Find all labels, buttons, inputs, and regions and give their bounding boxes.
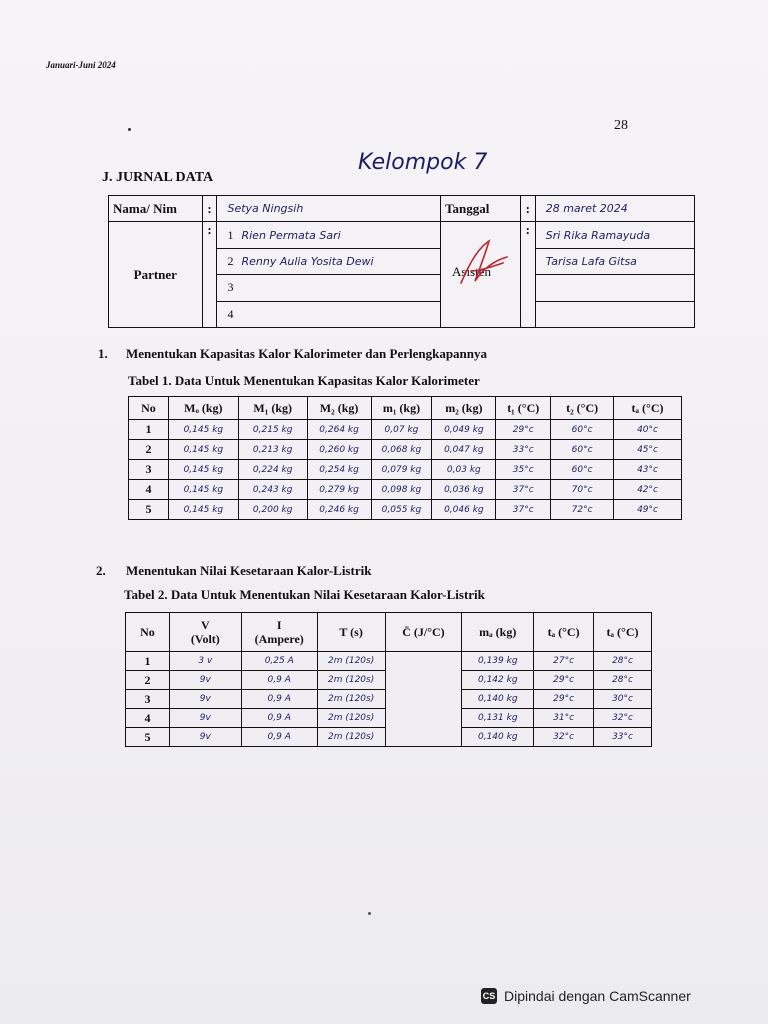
- t2-cell: 3: [126, 690, 170, 709]
- t2-cell: 2m (120s): [317, 671, 385, 690]
- table-row: [129, 420, 682, 440]
- partner-row: 3: [217, 275, 441, 301]
- t1-cell: 0,068 kg: [371, 440, 432, 460]
- t1-cell: 0,046 kg: [432, 500, 496, 520]
- t2-header-heat-capacity: C̄ (J/°C): [385, 613, 462, 652]
- colon: :: [520, 196, 535, 222]
- t1-cell: 0,049 kg: [432, 420, 496, 440]
- t1-cell: 0,07 kg: [371, 420, 432, 440]
- t1-cell: 0,047 kg: [432, 440, 496, 460]
- t2-cell: 32°c: [534, 728, 594, 747]
- t1-cell: 3: [129, 460, 169, 480]
- t1-cell: 0,213 kg: [238, 440, 307, 460]
- assistant-row: Sri Rika Ramayuda: [535, 222, 694, 248]
- part1-heading: 1. Menentukan Kapasitas Kalor Kalorimeter dan Perlengkapannya: [98, 346, 488, 361]
- assistant-row: [535, 301, 694, 327]
- t1-cell: 0,055 kg: [371, 500, 432, 520]
- assistant-row: [535, 275, 694, 301]
- group-note: Kelompok 7: [358, 150, 488, 175]
- t1-cell: 0,215 kg: [238, 420, 307, 440]
- t1-header-ta: tₐ (°C): [614, 397, 682, 420]
- t2-cell: 9v: [169, 671, 241, 690]
- t2-heat-capacity-cell: [385, 652, 462, 747]
- partner-row: 1 Rien Permata Sari: [217, 222, 441, 248]
- t1-cell: 49°c: [614, 500, 682, 520]
- t2-cell: 0,131 kg: [462, 709, 534, 728]
- t1-cell: 60°c: [551, 440, 614, 460]
- t2-cell: 0,9 A: [241, 728, 317, 747]
- table-row: [129, 440, 682, 460]
- t1-cell: 2: [129, 440, 169, 460]
- t1-cell: 35°c: [496, 460, 551, 480]
- part2-heading: 2. Menentukan Nilai Kesetaraan Kalor-Listrik: [96, 563, 372, 578]
- t2-cell: 32°c: [594, 709, 652, 728]
- t2-header-current: I (Ampere): [241, 613, 317, 652]
- t2-cell: 2m (120s): [317, 728, 385, 747]
- t2-cell: 3 v: [169, 652, 241, 671]
- t2-cell: 2m (120s): [317, 690, 385, 709]
- t2-cell: 28°c: [594, 652, 652, 671]
- t2-cell: 30°c: [594, 690, 652, 709]
- t1-cell: 0,098 kg: [371, 480, 432, 500]
- t2-cell: 2m (120s): [317, 652, 385, 671]
- t1-header-t1: t₁ (°C): [496, 397, 551, 420]
- t1-cell: 37°c: [496, 500, 551, 520]
- t1-header-no: No: [129, 397, 169, 420]
- t1-cell: 4: [129, 480, 169, 500]
- t1-cell: 0,279 kg: [307, 480, 371, 500]
- t2-cell: 29°c: [534, 690, 594, 709]
- page-number: 28: [614, 118, 628, 133]
- table-row: [129, 480, 682, 500]
- t2-cell: 0,9 A: [241, 690, 317, 709]
- t1-cell: 5: [129, 500, 169, 520]
- t2-header-no: No: [126, 613, 170, 652]
- t1-cell: 42°c: [614, 480, 682, 500]
- t1-cell: 37°c: [496, 480, 551, 500]
- table-row: [129, 500, 682, 520]
- t2-cell: 0,140 kg: [462, 690, 534, 709]
- t1-cell: 0,03 kg: [432, 460, 496, 480]
- t2-cell: 27°c: [534, 652, 594, 671]
- t1-cell: 0,036 kg: [432, 480, 496, 500]
- t2-cell: 28°c: [594, 671, 652, 690]
- t1-header-t2: t₂ (°C): [551, 397, 614, 420]
- partner-label: Partner: [109, 222, 203, 328]
- partner-row: 2 Renny Aulia Yosita Dewi: [217, 248, 441, 274]
- t2-cell: 9v: [169, 690, 241, 709]
- t1-cell: 60°c: [551, 420, 614, 440]
- t1-header-m0: Mₒ (kg): [168, 397, 238, 420]
- t1-cell: 0,145 kg: [168, 480, 238, 500]
- t2-cell: 0,140 kg: [462, 728, 534, 747]
- t1-cell: 72°c: [551, 500, 614, 520]
- t1-header-m1-small: m₁ (kg): [371, 397, 432, 420]
- t1-header-m1: M₁ (kg): [238, 397, 307, 420]
- t2-cell: 0,139 kg: [462, 652, 534, 671]
- t1-cell: 43°c: [614, 460, 682, 480]
- table2-caption: Tabel 2. Data Untuk Menentukan Nilai Kesetaraan Kalor-Listrik: [124, 587, 485, 602]
- t2-cell: 29°c: [534, 671, 594, 690]
- name-label: Nama/ Nim: [109, 196, 203, 222]
- t1-cell: 0,224 kg: [238, 460, 307, 480]
- assistant-label: Asisten: [452, 264, 491, 279]
- t2-cell: 1: [126, 652, 170, 671]
- date-value: 28 maret 2024: [535, 196, 694, 222]
- t1-cell: 0,145 kg: [168, 500, 238, 520]
- t1-cell: 70°c: [551, 480, 614, 500]
- assistant-row: Tarisa Lafa Gitsa: [535, 248, 694, 274]
- t1-header-m2-small: m₂ (kg): [432, 397, 496, 420]
- camscanner-logo-icon: CS: [481, 988, 497, 1004]
- table-1: [128, 396, 682, 520]
- t1-cell: 0,200 kg: [238, 500, 307, 520]
- partner-row: 4: [217, 301, 441, 327]
- journal-period: Januari-Juni 2024: [46, 60, 116, 70]
- t1-header-m2: M₂ (kg): [307, 397, 371, 420]
- table-2: [125, 612, 652, 747]
- t2-cell: 2m (120s): [317, 709, 385, 728]
- t1-cell: 0,145 kg: [168, 460, 238, 480]
- table-row: [129, 460, 682, 480]
- t2-cell: 9v: [169, 728, 241, 747]
- t2-header-t-final: tₐ (°C): [594, 613, 652, 652]
- t1-cell: 60°c: [551, 460, 614, 480]
- t2-cell: 0,9 A: [241, 709, 317, 728]
- t1-cell: 0,264 kg: [307, 420, 371, 440]
- t1-cell: 33°c: [496, 440, 551, 460]
- t1-cell: 29°c: [496, 420, 551, 440]
- t1-cell: 0,254 kg: [307, 460, 371, 480]
- ink-dot: [368, 912, 371, 915]
- t1-cell: 0,145 kg: [168, 420, 238, 440]
- t2-header-t-initial: tₐ (°C): [534, 613, 594, 652]
- ink-dot: [128, 128, 131, 131]
- t2-cell: 0,142 kg: [462, 671, 534, 690]
- table-row: [126, 652, 652, 671]
- date-label: Tanggal: [441, 196, 521, 222]
- t2-header-time: T (s): [317, 613, 385, 652]
- t2-cell: 0,25 A: [241, 652, 317, 671]
- colon: :: [202, 196, 217, 222]
- t1-cell: 45°c: [614, 440, 682, 460]
- table1-caption: Tabel 1. Data Untuk Menentukan Kapasitas Kalor Kalorimeter: [128, 373, 480, 388]
- t1-cell: 1: [129, 420, 169, 440]
- t2-header-voltage: V (Volt): [169, 613, 241, 652]
- t2-cell: 9v: [169, 709, 241, 728]
- t1-cell: 0,145 kg: [168, 440, 238, 460]
- t1-cell: 0,246 kg: [307, 500, 371, 520]
- identity-table: [108, 195, 695, 328]
- section-title: J. JURNAL DATA: [102, 170, 214, 185]
- assistant-signature: [455, 235, 513, 293]
- t1-cell: 0,260 kg: [307, 440, 371, 460]
- scanner-watermark: [481, 988, 691, 1004]
- t1-cell: 0,079 kg: [371, 460, 432, 480]
- t1-cell: 40°c: [614, 420, 682, 440]
- t1-cell: 0,243 kg: [238, 480, 307, 500]
- t2-header-mass: mₐ (kg): [462, 613, 534, 652]
- t2-cell: 31°c: [534, 709, 594, 728]
- name-value: Setya Ningsih: [217, 196, 441, 222]
- t2-cell: 0,9 A: [241, 671, 317, 690]
- t2-cell: 2: [126, 671, 170, 690]
- t2-cell: 33°c: [594, 728, 652, 747]
- colon: :: [202, 222, 217, 328]
- watermark-text: Dipindai dengan CamScanner: [504, 988, 691, 1004]
- colon: :: [520, 222, 535, 328]
- t2-cell: 5: [126, 728, 170, 747]
- t2-cell: 4: [126, 709, 170, 728]
